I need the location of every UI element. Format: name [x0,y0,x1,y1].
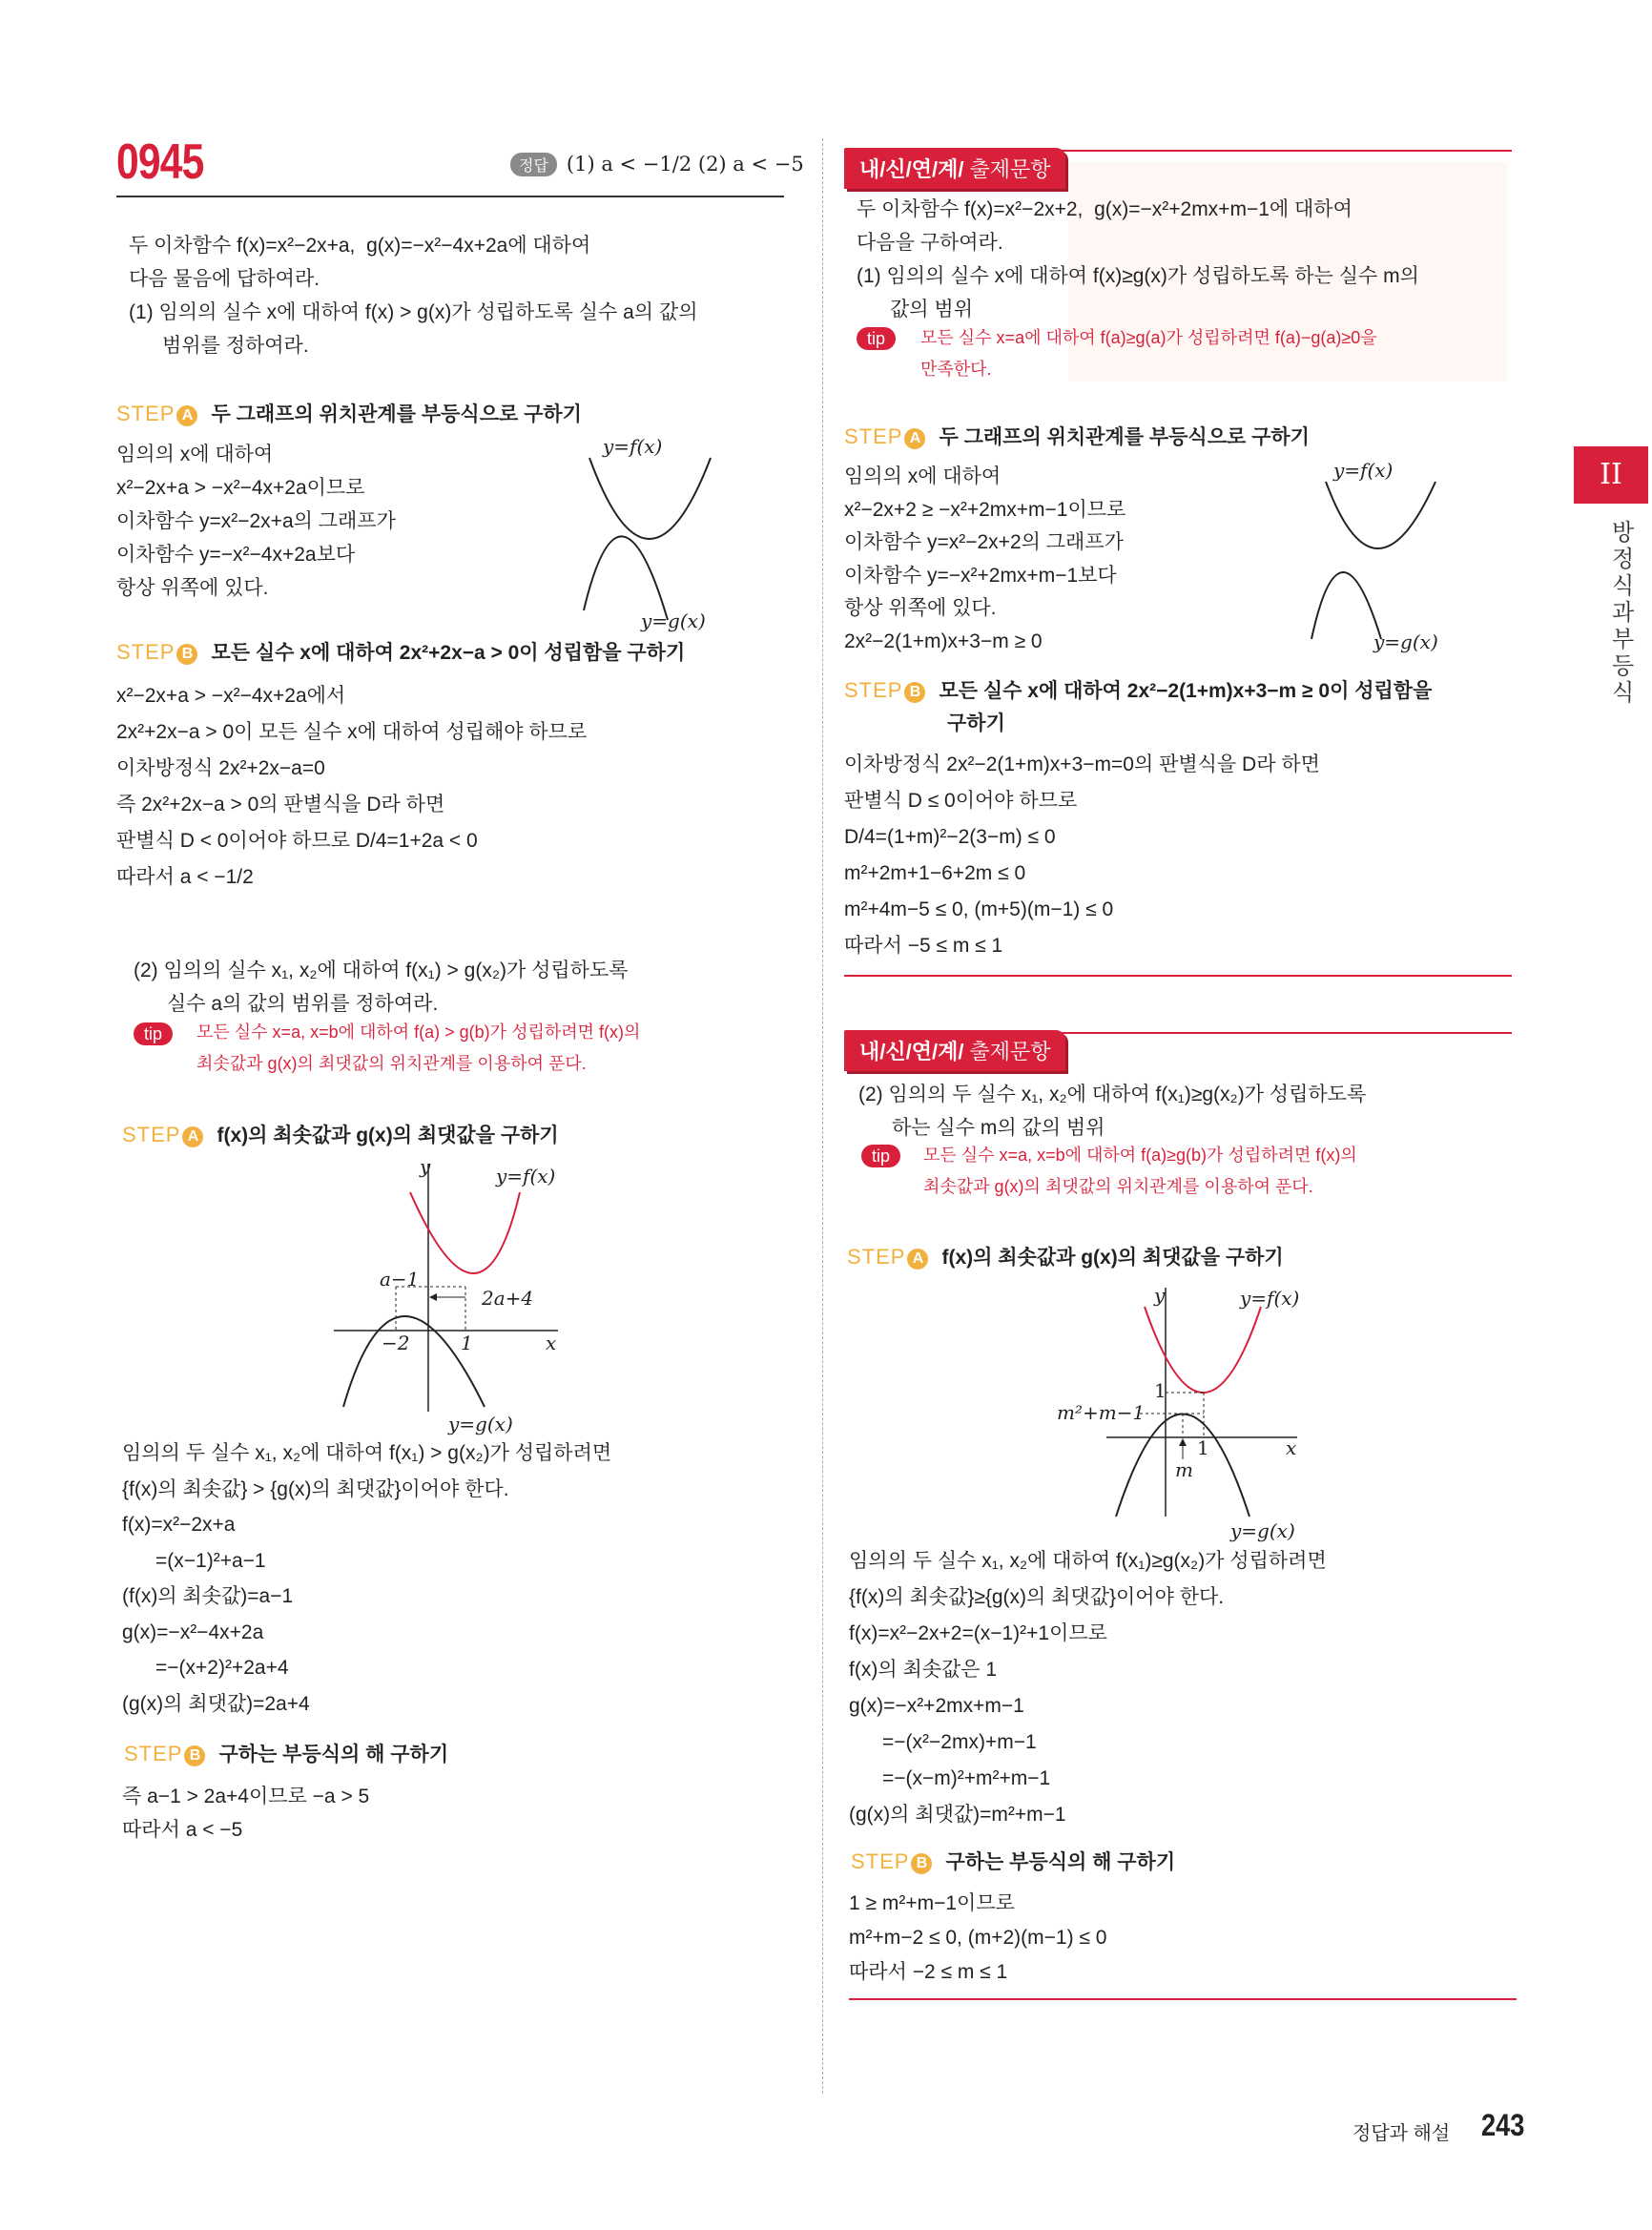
f-curve [589,458,711,539]
step-label: STEP [844,678,903,702]
tip-text [920,322,1377,385]
text-line: 1 ≥ m²+m−1이므로 [849,1892,1015,1914]
tip-badge: tip [861,1145,900,1167]
problem-text [857,193,1419,326]
banner-sub: 출제문항 [969,1040,1051,1063]
graph-position-relation [1297,448,1469,668]
text-line: 이차함수 y=x²−2x+a의 그래프가 [116,510,396,532]
text-line: m²+m−2 ≤ 0, (m+2)(m−1) ≤ 0 [849,1927,1107,1949]
step-b2-body [122,1780,369,1847]
text-line: 하는 실수 m의 값의 범위 [858,1117,1105,1139]
step-letter: A [907,1249,928,1270]
step-letter: B [904,682,925,703]
banner-sub: 출제문항 [969,157,1051,181]
tip-badge: tip [134,1022,173,1045]
f-curve [410,1192,520,1273]
section-end-rule [849,1998,1517,2000]
step-b-body [116,678,587,896]
text-line: 이차방정식 2x²+2x−a=0 [116,757,325,779]
x-axis-label: x [546,1332,557,1354]
tick-m: m [1175,1458,1193,1481]
tick-neg2: −2 [382,1332,410,1354]
step-b-heading [844,674,1432,740]
y-axis-label: y [1154,1284,1166,1307]
chapter-tab[interactable]: II [1574,446,1648,504]
text-line: 즉 a−1 > 2a+4이므로 −a > 5 [122,1786,370,1807]
chapter-title: 방정식과부등식 [1612,520,1635,706]
text-line: 즉 2x²+2x−a > 0의 판별식을 D라 하면 [116,794,445,816]
step-label: STEP [116,640,176,664]
step-title: 구하는 부등식의 해 구하기 [218,1744,449,1765]
step-label: STEP [851,1849,910,1873]
text-line: {f(x)의 최솟값}≥{g(x)의 최댓값}이어야 한다. [849,1586,1225,1608]
text-line: 이차함수 y=x²−2x+2의 그래프가 [844,531,1124,553]
text-line: 이차함수 y=−x²−4x+2a보다 [116,544,356,566]
step-letter: B [176,644,197,665]
problem-number: 0945 [116,134,204,190]
text-line: 항상 위쪽에 있다. [116,577,269,599]
text-line: (g(x)의 최댓값)=m²+m−1 [849,1804,1066,1826]
step-label: STEP [116,402,176,425]
text-line: D/4=(1+m)²−2(3−m) ≤ 0 [844,826,1056,848]
text-line: 항상 위쪽에 있다. [844,597,997,619]
step-a-heading [122,1120,559,1148]
text-line: (2) 임의의 두 실수 x₁, x₂에 대하여 f(x₁)≥g(x₂)가 성립하도록 [858,1084,1367,1105]
text-line: 두 이차함수 f(x)=x²−2x+a, g(x)=−x²−4x+2a에 대하여 [129,235,591,257]
text-line: (g(x)의 최댓값)=2a+4 [122,1692,310,1715]
text-line: f(x)=x²−2x+2=(x−1)²+1이므로 [849,1622,1107,1644]
step-label: STEP [847,1245,906,1269]
max-label: m²+m−1 [1057,1401,1146,1424]
text-line: 실수 a의 값의 범위를 정하여라. [134,993,439,1015]
text-line: 2x²+2x−a > 0이 모든 실수 x에 대하여 성립해야 하므로 [116,721,588,743]
step-b-heading [116,637,685,666]
page-number: 243 [1481,2108,1525,2142]
text-line: 이차방정식 2x²−2(1+m)x+3−m=0의 판별식을 D라 하면 [844,754,1320,775]
text-line: x²−2x+2 ≥ −x²+2mx+m−1이므로 [844,498,1126,521]
step-b2-body [849,1887,1106,1990]
g-curve [1311,572,1381,639]
step-letter: A [176,405,197,426]
g-label: y=g(x) [1373,630,1438,653]
tick-1-x: 1 [1197,1436,1209,1459]
text-line: =−(x+2)²+2a+4 [122,1657,289,1679]
text-line: x²−2x+a > −x²−4x+2a이므로 [116,477,365,499]
tip-text [923,1140,1357,1203]
tip-badge: tip [857,327,896,350]
section-banner [844,1030,1065,1071]
text-line: 임의의 두 실수 x₁, x₂에 대하여 f(x₁)≥g(x₂)가 성립하려면 [849,1550,1327,1572]
text-line: (2) 임의의 실수 x₁, x₂에 대하여 f(x₁) > g(x₂)가 성립하도록 [134,960,629,981]
tick-1: 1 [461,1332,473,1354]
step-title-cont: 구하기 [947,712,1005,734]
text-line: m²+2m+1−6+2m ≤ 0 [844,862,1026,884]
step-title: 모든 실수 x에 대하여 2x²−2(1+m)x+3−m ≥ 0이 성립함을 [939,680,1433,702]
step-b-body [844,747,1320,964]
step-b-heading [851,1847,1175,1875]
text-line: =−(x−m)²+m²+m−1 [849,1767,1051,1789]
max-label: 2a+4 [482,1287,534,1310]
step-letter: B [911,1853,932,1874]
text-line: 두 이차함수 f(x)=x²−2x+2, g(x)=−x²+2mx+m−1에 대하여 [857,198,1353,220]
step-a2-body [122,1435,611,1722]
banner-main: 내/신/연/계/ [859,1040,964,1063]
step-title: f(x)의 최솟값과 g(x)의 최댓값을 구하기 [941,1247,1284,1269]
f-label: y=f(x) [1333,459,1394,482]
step-a-heading [844,422,1310,450]
text-line: 따라서 −5 ≤ m ≤ 1 [844,935,1003,957]
step-title: f(x)의 최솟값과 g(x)의 최댓값을 구하기 [217,1125,559,1146]
banner-main: 내/신/연/계/ [859,157,964,181]
step-a-body [844,461,1125,658]
step-title: 모든 실수 x에 대하여 2x²+2x−a > 0이 성립함을 구하기 [211,642,686,664]
text-line: 따라서 −2 ≤ m ≤ 1 [849,1961,1008,1983]
text-line: f(x)=x²−2x+a [122,1514,236,1536]
g-label: y=g(x) [448,1413,513,1435]
tip-text [196,1017,640,1080]
step-letter: B [184,1745,205,1766]
step-label: STEP [124,1742,183,1765]
section-end-rule [844,975,1512,977]
step-letter: A [904,428,925,449]
text-line: 임의의 x에 대하여 [116,444,274,465]
text-line: (f(x)의 최솟값)=a−1 [122,1585,294,1607]
header-rule [116,196,784,197]
text-line: 최솟값과 g(x)의 최댓값의 위치관계를 이용하여 푼다. [196,1054,587,1073]
footer-label: 정답과 해설 [1353,2123,1451,2144]
part2-question [134,954,629,1021]
f-label: y=f(x) [603,435,663,458]
graph-min-max [1040,1278,1316,1545]
part2-question [858,1078,1366,1145]
text-line: (1) 임의의 실수 x에 대하여 f(x) > g(x)가 성립하도록 실수 a의 값의 [129,301,698,323]
text-line: =−(x²−2mx)+m−1 [849,1731,1037,1753]
text-line: 다음을 구하여라. [857,232,1003,254]
step-title: 구하는 부등식의 해 구하기 [945,1851,1176,1873]
g-label: y=g(x) [641,609,706,632]
g-label: y=g(x) [1230,1519,1295,1542]
section-banner [844,148,1065,189]
f-curve [1326,482,1435,548]
text-line: 임의의 x에 대하여 [844,465,1002,487]
step-a2-body [849,1543,1327,1833]
text-line: (1) 임의의 실수 x에 대하여 f(x)≥g(x)가 성립하도록 하는 실수 m의 [857,265,1419,287]
text-line: 모든 실수 x=a, x=b에 대하여 f(a)≥g(b)가 성립하려면 f(x)의 [923,1146,1357,1165]
column-divider [822,138,823,2094]
text-line: 2x²−2(1+m)x+3−m ≥ 0 [844,630,1043,652]
x-axis-label: x [1286,1436,1297,1459]
step-a-heading [116,399,582,427]
graph-position-relation [563,429,734,639]
problem-text [129,229,698,362]
text-line: 판별식 D < 0이어야 하므로 D/4=1+2a < 0 [116,830,478,852]
step-title: 두 그래프의 위치관계를 부등식으로 구하기 [211,403,582,425]
y-axis-label: y [420,1155,431,1178]
text-line: 이차함수 y=−x²+2mx+m−1보다 [844,564,1117,587]
step-a-body [116,438,396,605]
text-line: =(x−1)²+a−1 [122,1549,266,1572]
tick-1-y: 1 [1154,1379,1167,1402]
text-line: 임의의 두 실수 x₁, x₂에 대하여 f(x₁) > g(x₂)가 성립하려면 [122,1442,612,1464]
text-line: 만족한다. [920,360,992,379]
text-line: 범위를 정하여라. [129,335,309,357]
step-letter: A [182,1126,203,1147]
answer-badge: 정답 [510,153,557,176]
f-label: y=f(x) [1240,1287,1300,1310]
text-line: 값의 범위 [857,299,973,320]
graph-min-max [324,1154,591,1440]
g-curve [584,536,668,620]
text-line: 판별식 D ≤ 0이어야 하므로 [844,790,1078,812]
text-line: 따라서 a < −5 [122,1819,243,1841]
answer-text: (1) a < −1/2 (2) a < −5 [566,153,804,176]
text-line: 모든 실수 x=a에 대하여 f(a)≥g(a)가 성립하려면 f(a)−g(a)≥0을 [920,328,1377,347]
min-label: a−1 [380,1268,420,1291]
step-a-heading [847,1242,1284,1270]
text-line: {f(x)의 최솟값} > {g(x)의 최댓값}이어야 한다. [122,1477,509,1500]
text-line: g(x)=−x²+2mx+m−1 [849,1695,1024,1717]
answer-summary [510,153,804,176]
f-label: y=f(x) [496,1165,556,1187]
text-line: 따라서 a < −1/2 [116,866,254,888]
step-label: STEP [122,1123,181,1146]
step-label: STEP [844,424,903,448]
text-line: x²−2x+a > −x²−4x+2a에서 [116,685,346,707]
text-line: 모든 실수 x=a, x=b에 대하여 f(a) > g(b)가 성립하려면 f(x)의 [196,1022,641,1042]
text-line: m²+4m−5 ≤ 0, (m+5)(m−1) ≤ 0 [844,898,1114,920]
text-line: g(x)=−x²−4x+2a [122,1621,264,1643]
step-title: 두 그래프의 위치관계를 부등식으로 구하기 [939,426,1310,448]
step-b-heading [124,1739,448,1767]
text-line: 다음 물음에 답하여라. [129,268,320,290]
text-line: f(x)의 최솟값은 1 [849,1659,998,1681]
text-line: 최솟값과 g(x)의 최댓값의 위치관계를 이용하여 푼다. [923,1177,1313,1196]
